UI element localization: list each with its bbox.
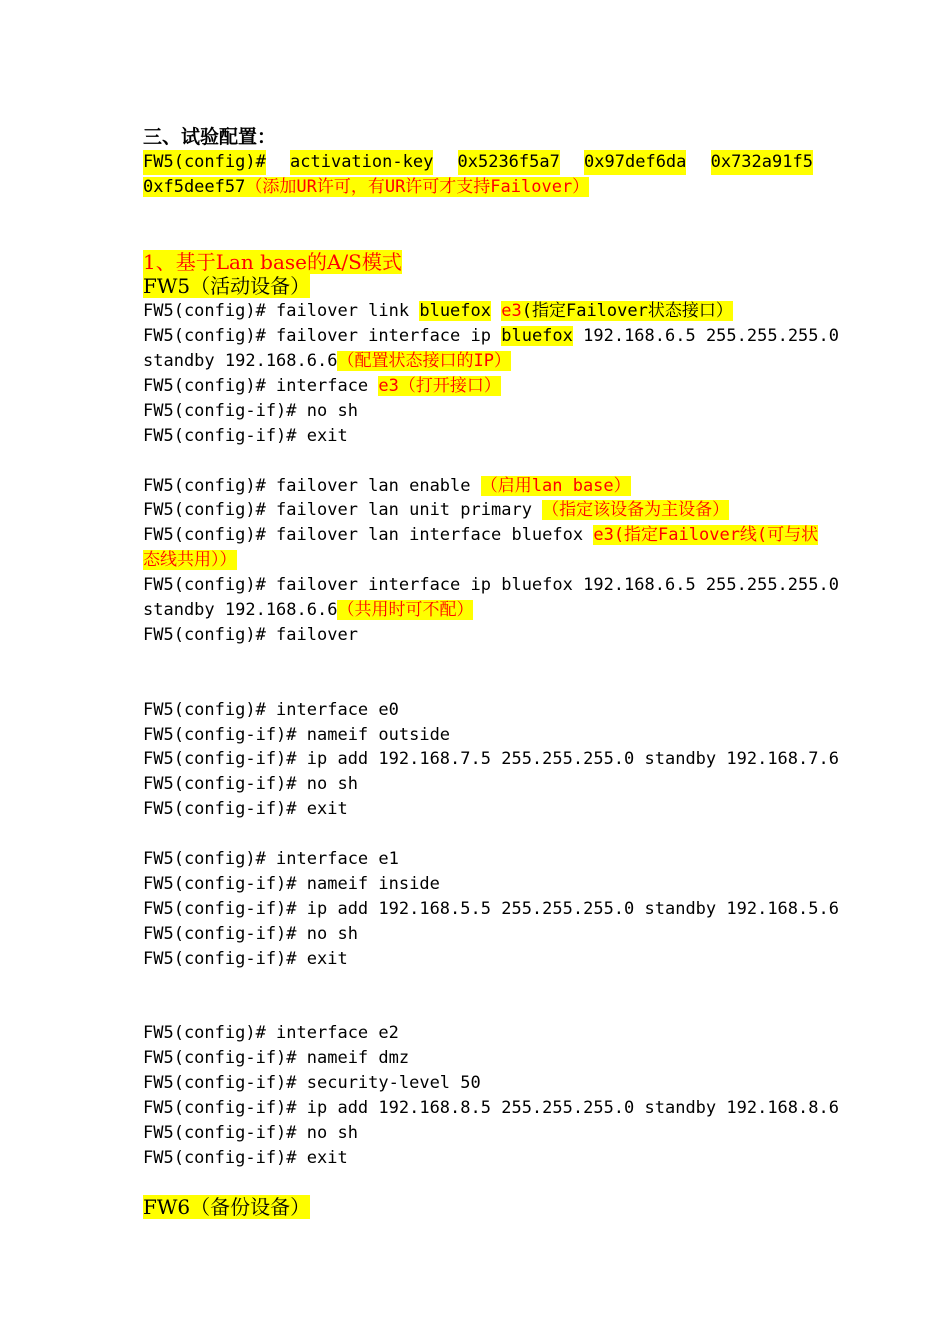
activation-line-2: [143, 175, 813, 200]
config-line: FW5(config-if)# no sh: [143, 923, 358, 944]
activation-token: FW5(config)#: [143, 150, 266, 175]
config-line: FW5(config)# failover lan enable （启用lan base）: [143, 475, 631, 496]
fw6-heading: FW6（备份设备）: [143, 1195, 311, 1220]
mode-heading: 1、基于Lan base的A/S模式: [143, 249, 402, 274]
activation-token: activation-key: [290, 150, 433, 175]
config-line: 态线共用））: [143, 550, 237, 571]
config-line: FW5(config)# interface e2: [143, 1023, 399, 1044]
section-title: 三、试验配置：: [143, 126, 277, 148]
config-line: FW5(config-if)# ip add 192.168.5.5 255.255.255.0 standby 192.168.5.6: [143, 898, 839, 919]
config-line: FW5(config-if)# no sh: [143, 774, 358, 795]
config-line: standby 192.168.6.6（配置状态接口的IP）: [143, 351, 511, 372]
config-line: FW5(config-if)# security-level 50: [143, 1073, 481, 1093]
spacer: [143, 1171, 813, 1196]
config-line: FW5(config-if)# exit: [143, 948, 348, 969]
config-line: FW5(config)# failover interface ip bluefox 192.168.6.5 255.255.255.0: [143, 575, 839, 596]
spacer: [143, 648, 813, 698]
config-line: FW5(config-if)# ip add 192.168.8.5 255.255.255.0 standby 192.168.8.6: [143, 1097, 839, 1118]
config-line: FW5(config)# interface e1: [143, 848, 399, 869]
config-line: FW5(config-if)# exit: [143, 425, 348, 446]
config-line: FW5(config-if)# ip add 192.168.7.5 255.255.255.0 standby 192.168.7.6: [143, 749, 839, 770]
config-line: FW5(config)# failover lan unit primary （指定该设备为主设备）: [143, 500, 730, 521]
config-line: FW5(config-if)# no sh: [143, 1122, 358, 1143]
activation-line-1: [143, 150, 813, 175]
config-line: FW5(config-if)# nameif outside: [143, 724, 451, 745]
fw5-heading: FW5（活动设备）: [143, 274, 311, 299]
activation-comment: （添加UR许可，有UR许可才支持Failover）: [245, 176, 590, 197]
activation-token: 0x97def6da: [584, 150, 686, 175]
config-line: FW5(config)# interface e0: [143, 699, 399, 720]
config-line: FW5(config-if)# exit: [143, 799, 348, 820]
config-line: FW5(config)# failover lan interface bluefox e3(指定Failover线(可与状: [143, 525, 819, 546]
spacer: [143, 449, 813, 474]
config-line: standby 192.168.6.6（共用时可不配）: [143, 600, 474, 621]
document-body: [143, 124, 839, 1220]
activation-code: 0xf5deef57: [143, 176, 246, 197]
config-line: FW5(config)# failover: [143, 624, 358, 645]
config-line: FW5(config)# failover interface ip bluefox 192.168.6.5 255.255.255.0: [143, 326, 839, 347]
config-line: FW5(config)# interface e3（打开接口）: [143, 376, 501, 397]
activation-token: 0x5236f5a7: [458, 150, 560, 175]
spacer: [143, 971, 813, 1021]
activation-token: 0x732a91f5: [711, 150, 813, 175]
config-line: FW5(config-if)# exit: [143, 1147, 348, 1168]
config-line: FW5(config)# failover link bluefox e3(指定Failover状态接口）: [143, 301, 733, 322]
config-line: FW5(config-if)# no sh: [143, 400, 358, 421]
config-line: FW5(config-if)# nameif dmz: [143, 1048, 410, 1069]
config-line: FW5(config-if)# nameif inside: [143, 873, 440, 894]
spacer: [143, 822, 813, 847]
spacer: [143, 200, 813, 250]
